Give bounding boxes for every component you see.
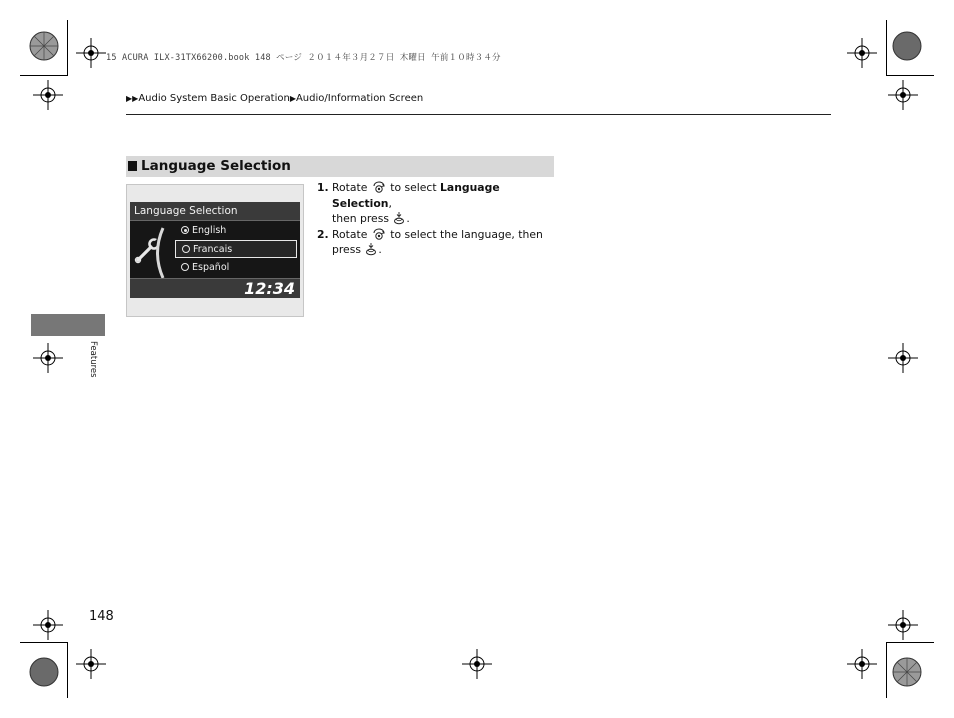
interface-dial-press-icon (393, 211, 405, 225)
step-2: 2. Rotate to select the language, then press . (317, 227, 543, 257)
breadcrumb-arrow-icon: ▶▶ (126, 94, 139, 103)
instruction-steps (317, 180, 557, 258)
breadcrumb (126, 93, 423, 104)
registration-mark-icon (28, 656, 60, 688)
crosshair-icon (847, 38, 877, 68)
header-rule (126, 114, 831, 115)
screen-title: Language Selection (130, 202, 300, 220)
option-espanol[interactable]: Español (175, 259, 297, 277)
clock: 12:34 (244, 279, 295, 298)
page-number: 148 (89, 609, 114, 624)
crosshair-icon (462, 649, 492, 679)
language-selection-screen (130, 202, 300, 298)
crosshair-icon (888, 610, 918, 640)
section-title: Language Selection (141, 158, 291, 174)
chapter-label: Features (88, 341, 98, 378)
crosshair-icon (76, 649, 106, 679)
breadcrumb-item-2[interactable]: Audio/Information Screen (295, 93, 424, 104)
registration-mark-icon (891, 656, 923, 688)
crosshair-icon (888, 343, 918, 373)
crosshair-icon (76, 38, 106, 68)
screen-status-bar (130, 279, 300, 298)
option-francais[interactable]: Francais (175, 240, 297, 258)
crosshair-icon (33, 610, 63, 640)
radio-icon (181, 263, 189, 271)
radio-checked-icon (181, 226, 189, 234)
interface-dial-rotate-icon (372, 227, 386, 241)
registration-mark-icon (891, 30, 923, 62)
section-heading (126, 156, 554, 177)
option-english[interactable]: English (175, 222, 297, 240)
crosshair-icon (847, 649, 877, 679)
crosshair-icon (888, 80, 918, 110)
print-header: 15 ACURA ILX-31TX66200.book 148 ページ ２０１４年３月２７日 木曜日 午前１０時３４分 (106, 53, 501, 63)
crosshair-icon (33, 80, 63, 110)
screen-divider (130, 220, 300, 221)
registration-mark-icon (28, 30, 60, 62)
crosshair-icon (33, 343, 63, 373)
interface-dial-rotate-icon (372, 180, 386, 194)
section-square-icon (128, 161, 137, 171)
chapter-tab[interactable] (31, 314, 105, 336)
interface-dial-press-icon (365, 242, 377, 256)
scroll-arc-icon (150, 226, 166, 280)
step-1: 1. Rotate to select Language Selection, then press . (317, 181, 500, 226)
breadcrumb-item-1[interactable]: Audio System Basic Operation (138, 93, 290, 104)
radio-icon (182, 245, 190, 253)
breadcrumb-arrow-icon: ▶ (289, 94, 296, 103)
